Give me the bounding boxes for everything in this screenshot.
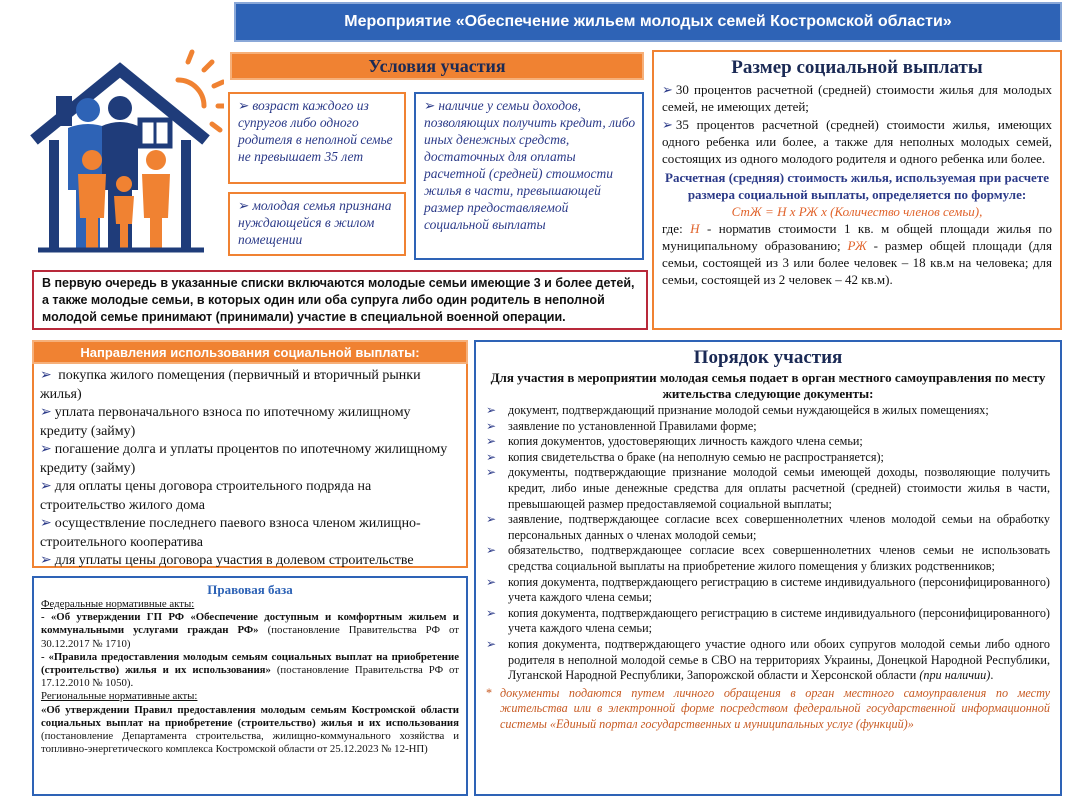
condition-age: ➢ возраст каждого из супругов либо одного родителя в неполной семье не превышает 35 лет (228, 92, 406, 184)
condition-income: ➢ наличие у семьи доходов, позволяющих получить кредит, либо иных денежных средств, достаточных для оплаты расчетной (средней) стоимости жилья в части, превышающей размер предоставляемой социальной выплаты (414, 92, 644, 260)
list-item: ➢ для уплаты цены договора участия в долевом строительстве (40, 553, 414, 568)
arrow-bullet-icon: ➢ (424, 98, 436, 113)
list-item: ➢ покупка жилого помещения (первичный и вторичный рынки жилья) (40, 368, 421, 402)
list-item: ➢ обязательство, подтверждающее согласие всех совершеннолетних членов семьи не использовать средства социальной выплаты на приобретение жилого помещения у близких родственников; (486, 543, 1050, 573)
payment-section (652, 50, 1062, 330)
procedure-section (474, 340, 1062, 796)
list-item: ➢ погашение долга и уплаты процентов по ипотечному жилищному кредиту (займу) (40, 442, 448, 476)
arrow-bullet-icon: ➢ (486, 543, 497, 558)
list-item: ➢ осуществление последнего паевого взноса членом жилищно-строительного кооператива (40, 516, 421, 550)
arrow-bullet-icon: ➢ (486, 418, 497, 433)
arrow-bullet-icon: ➢ (486, 465, 497, 480)
list-item: ➢ копия документа, подтверждающего участие одного или обоих супругов молодой семьи либо одного родителя в неполной молодой семье в СВО на территориях Украины, Донецкой Народной Республики, Луганской Народной Республики, Запорожской области и Херсонской области (при наличии). (486, 636, 1050, 683)
arrow-bullet-icon: ➢ (662, 82, 673, 97)
list-item: ➢ копия документа, подтверждающего регистрацию в системе индивидуального (персонифицированного) учета каждого члена семьи; (486, 574, 1050, 605)
priority-notice: В первую очередь в указанные списки включаются молодые семьи имеющие 3 и более детей, а также молодые семьи, в которых один или оба супруга либо один родитель в неполной молодой семье принимают (принимали) участие в специальной военной операции. (32, 270, 648, 330)
arrow-bullet-icon: ➢ (238, 198, 250, 213)
procedure-note: * документы подаются путем личного обращения в орган местного самоуправления по месту жительства или в электронной форме посредством федеральной государственной информационной системы «Единый портал государственных и муниципальных услуг (функций)» (486, 685, 1050, 731)
regional-label: Региональные нормативные акты: (41, 690, 198, 703)
directions-list (32, 364, 468, 568)
arrow-bullet-icon: ➢ (486, 434, 497, 449)
list-item: ➢ документы, подтверждающие признание молодой семьи имеющей доходы, позволяющие получить кредит, либо иные денежные средства для оплаты расчетной (средней) стоимости жилья в части, превышающей размер предоставляемой социальной выплаты; (486, 465, 1050, 511)
list-item: ➢ копия свидетельства о браке (на неполную семью не распространяется); (486, 449, 884, 464)
payment-title: Размер социальной выплаты (731, 57, 983, 78)
federal-label: Федеральные нормативные акты: (41, 598, 195, 610)
page-title: Мероприятие «Обеспечение жильем молодых семей Костромской области» (234, 2, 1062, 42)
payment-calc-heading: Расчетная (средняя) стоимость жилья, используемая при расчете размера социальной выплаты, определяется по формуле: (665, 170, 1049, 202)
procedure-intro: Для участия в мероприятии молодая семья подает в орган местного самоуправления по месту жительства следующие документы: (490, 370, 1046, 401)
procedure-title: Порядок участия (693, 347, 843, 368)
arrow-bullet-icon: ➢ (486, 512, 497, 527)
arrow-bullet-icon: ➢ (238, 98, 250, 113)
family-house-icon (28, 48, 224, 260)
arrow-bullet-icon: ➢ (40, 553, 52, 568)
list-item: ➢ уплата первоначального взноса по ипотечному жилищному кредиту (займу) (40, 405, 411, 439)
list-item: ➢ заявление, подтверждающее согласие всех совершеннолетних членов молодой семьи на обработку персональных данных о членах молодой семьи; (486, 512, 1050, 542)
list-item: ➢ для оплаты цены договора строительного подряда на строительство жилого дома (40, 479, 372, 513)
arrow-bullet-icon: ➢ (40, 479, 52, 494)
conditions-header: Условия участия (230, 52, 644, 80)
arrow-bullet-icon: ➢ (40, 516, 52, 531)
list-item: ➢ копия документов, удостоверяющих личность каждого члена семьи; (486, 434, 863, 449)
payment-item: ➢ 35 процентов расчетной (средней) стоимости жилья, имеющих одного ребенка или более, а также для неполных молодых семей, состоящих из одного молодого родителя и одного ребенка или более. (662, 117, 1052, 166)
arrow-bullet-icon: ➢ (662, 117, 673, 132)
legal-act: - «Правила предоставления молодым семьям социальных выплат на приобретение (строительство) жилья и их использования» (постановление Правительства РФ от 17.12.2010 № 1050). (41, 650, 460, 690)
arrow-bullet-icon: ➢ (486, 574, 497, 589)
payment-formula: СтЖ = Н х РЖ х (Количество членов семьи), (731, 204, 983, 219)
arrow-bullet-icon: ➢ (486, 449, 497, 464)
arrow-bullet-icon: ➢ (486, 403, 497, 417)
payment-where: где: Н - норматив стоимости 1 кв. м общей площади жилья по муниципальному образованию; РЖ - размер общей площади (для семьи, состоящей из 3 или более человек – 18 кв.м на человека; для семьи, состоящей из 2 человек – 42 кв.м). (662, 221, 1053, 287)
list-item: ➢ заявление по установленной Правилами форме; (486, 418, 757, 433)
legal-base-section (32, 576, 468, 796)
directions-header: Направления использования социальной выплаты: (32, 340, 468, 364)
list-item: ➢ копия документа, подтверждающего регистрацию в системе индивидуального (персонифицированного) учета каждого члена семьи; (486, 605, 1050, 636)
legal-act: - «Об утверждении ГП РФ «Обеспечение доступным и комфортным жильем и коммунальными услугами граждан РФ» (постановление Правительства РФ от 30.12.2017 № 1710) (41, 611, 460, 650)
legal-title: Правовая база (207, 582, 293, 597)
arrow-bullet-icon: ➢ (486, 636, 497, 651)
list-item: ➢ документ, подтверждающий признание молодой семьи нуждающейся в жилых помещениях; (486, 403, 989, 417)
arrow-bullet-icon: ➢ (40, 405, 52, 420)
arrow-bullet-icon: ➢ (40, 368, 52, 383)
legal-act: «Об утверждении Правил предоставления молодым семьям Костромской области социальных выплат на приобретение (строительство) жилья и их использования (постановление Департамента строительства, жилищно-коммунального хозяйства и топливно-энергетического комплекса Костромской области от 25.12.2023 № 12-НП) (41, 703, 459, 756)
arrow-bullet-icon: ➢ (40, 442, 52, 457)
arrow-bullet-icon: ➢ (486, 605, 497, 620)
condition-need: ➢ молодая семья признана нуждающейся в жилом помещении (228, 192, 406, 256)
payment-item: ➢ 30 процентов расчетной (средней) стоимости жилья для молодых семей, не имеющих детей; (662, 82, 1052, 114)
